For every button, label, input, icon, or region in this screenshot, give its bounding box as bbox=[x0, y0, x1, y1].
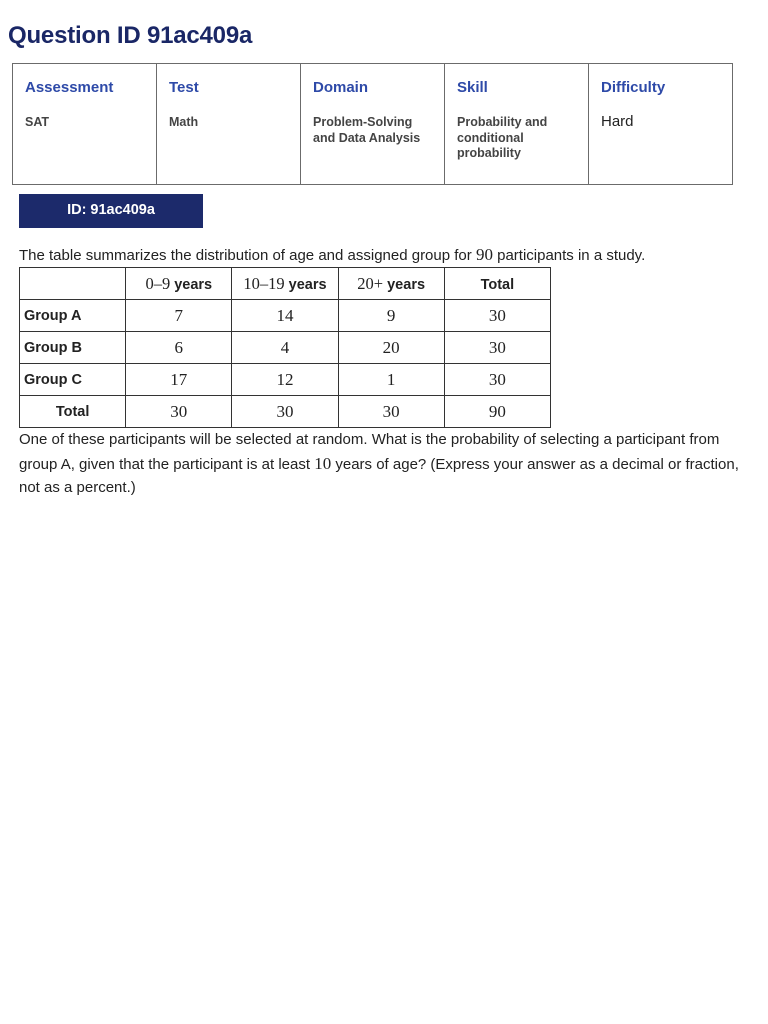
table-cell: 20 bbox=[338, 332, 444, 364]
column-header-20-plus bbox=[338, 268, 444, 300]
table-cell: 14 bbox=[232, 300, 338, 332]
meta-cell-test bbox=[157, 64, 301, 185]
row-label-group-b: Group B bbox=[20, 332, 126, 364]
row-label-total: Total bbox=[20, 396, 126, 428]
table-cell: 30 bbox=[338, 396, 444, 428]
intro-participant-count: 90 bbox=[475, 245, 493, 264]
table-cell: 6 bbox=[126, 332, 232, 364]
column-header-10-19 bbox=[232, 268, 338, 300]
question-age-threshold: 10 bbox=[314, 453, 332, 473]
meta-cell-assessment bbox=[13, 64, 157, 185]
meta-cell-difficulty bbox=[589, 64, 733, 185]
table-cell: 30 bbox=[444, 300, 550, 332]
meta-cell-domain bbox=[301, 64, 445, 185]
table-cell: 9 bbox=[338, 300, 444, 332]
table-corner-cell bbox=[20, 268, 126, 300]
table-row bbox=[20, 364, 551, 396]
table-cell: 1 bbox=[338, 364, 444, 396]
question-metadata-table bbox=[12, 63, 733, 185]
table-cell: 17 bbox=[126, 364, 232, 396]
meta-value-test: Math bbox=[169, 115, 199, 129]
question-intro bbox=[19, 245, 645, 265]
intro-text-after: participants in a study. bbox=[492, 247, 646, 264]
question-id-badge: ID: 91ac409a bbox=[19, 194, 203, 228]
column-unit: years bbox=[284, 276, 327, 293]
meta-value-assessment: SAT bbox=[25, 115, 50, 129]
meta-header-difficulty: Difficulty bbox=[601, 79, 666, 96]
table-row bbox=[20, 300, 551, 332]
column-range: 0–9 bbox=[145, 273, 171, 293]
column-unit: Total bbox=[480, 276, 515, 293]
column-unit: years bbox=[383, 276, 426, 293]
question-text-before: One of these participants will be selected at random. What is the probability of selecting a participant from group A, given that the participant is at least bbox=[19, 431, 720, 473]
table-row bbox=[20, 332, 551, 364]
meta-header-test: Test bbox=[169, 79, 199, 96]
meta-header-skill: Skill bbox=[457, 79, 488, 96]
meta-value-domain: Problem-Solving and Data Analysis bbox=[313, 115, 421, 145]
table-cell: 30 bbox=[232, 396, 338, 428]
table-cell: 7 bbox=[126, 300, 232, 332]
meta-header-domain: Domain bbox=[313, 79, 369, 96]
meta-header-assessment: Assessment bbox=[25, 79, 114, 96]
column-range: 20+ bbox=[357, 273, 384, 293]
question-text-after: years of age? (Express your answer as a decimal or fraction, not as a percent.) bbox=[19, 455, 739, 496]
intro-text-before: The table summarizes the distribution of age and assigned group for bbox=[19, 247, 476, 264]
page-title: Question ID 91ac409a bbox=[8, 22, 253, 49]
column-unit: years bbox=[170, 276, 213, 293]
meta-value-skill: Probability and conditional probability bbox=[457, 115, 548, 160]
column-range: 10–19 bbox=[243, 273, 285, 293]
age-group-table bbox=[19, 267, 551, 428]
table-cell: 30 bbox=[126, 396, 232, 428]
row-label-group-a: Group A bbox=[20, 300, 126, 332]
table-row-total bbox=[20, 396, 551, 428]
table-cell: 4 bbox=[232, 332, 338, 364]
question-text bbox=[19, 428, 747, 500]
meta-cell-skill bbox=[445, 64, 589, 185]
table-cell: 12 bbox=[232, 364, 338, 396]
table-header-row bbox=[20, 268, 551, 300]
table-cell: 90 bbox=[444, 396, 550, 428]
column-header-0-9 bbox=[126, 268, 232, 300]
meta-value-difficulty: Hard bbox=[601, 113, 634, 130]
column-header-total bbox=[444, 268, 550, 300]
table-cell: 30 bbox=[444, 332, 550, 364]
table-cell: 30 bbox=[444, 364, 550, 396]
row-label-group-c: Group C bbox=[20, 364, 126, 396]
